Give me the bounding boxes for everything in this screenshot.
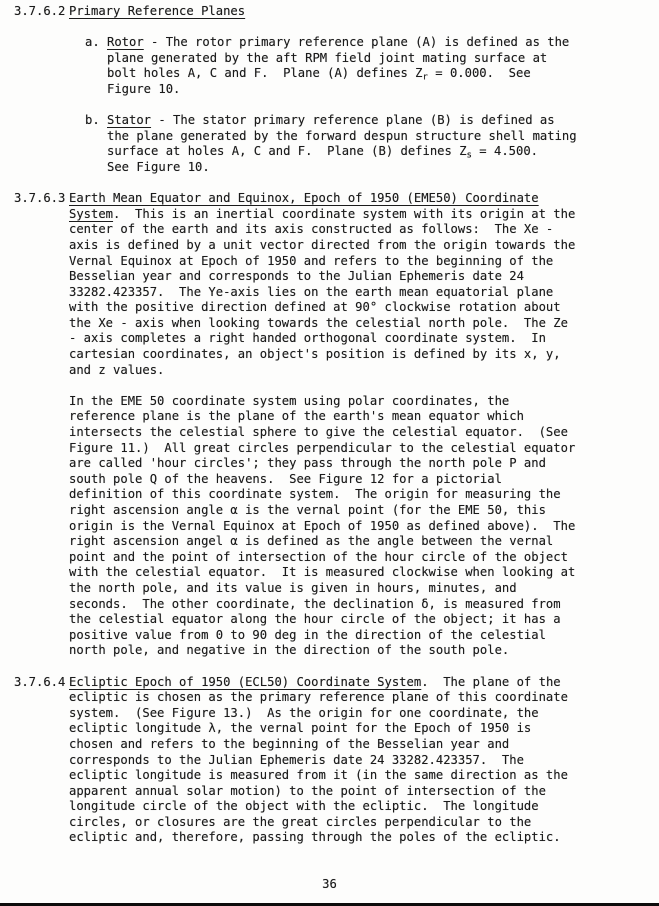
section-3.7.6.2	[14, 4, 659, 176]
paragraph	[69, 191, 659, 378]
list-item-label: a.	[85, 35, 100, 50]
text-line: the north pole, and its value is given in hours, minutes, and	[69, 580, 517, 595]
text-line: Ecliptic Epoch of 1950 (ECL50) Coordinate System. The plane of the	[69, 674, 561, 689]
section-3.7.6.3	[14, 191, 659, 659]
text-line: System. This is an inertial coordinate system with its origin at the	[69, 206, 576, 221]
page-number: 36	[322, 877, 337, 891]
text-line: longitude circle of the object with the ecliptic. The longitude	[69, 799, 539, 814]
text-line: intersects the celestial sphere to give the celestial equator. (See	[69, 425, 568, 440]
text-line: See Figure 10.	[107, 159, 210, 174]
text-line: reference plane is the plane of the earth's mean equator which	[69, 409, 524, 424]
text-line: - axis completes a right handed orthogonal coordinate system. In	[69, 331, 546, 346]
paragraph	[69, 675, 659, 847]
text-line: with the celestial equator. It is measured clockwise when looking at	[69, 565, 576, 580]
text-line: Figure 11.) All great circles perpendicular to the celestial equator	[69, 440, 576, 455]
list-item-label: b.	[85, 113, 100, 128]
section-number: 3.7.6.4	[14, 674, 66, 689]
text-line: In the EME 50 coordinate system using polar coordinates, the	[69, 393, 510, 408]
text-line: ecliptic longitude λ, the vernal point for the Epoch of 1950 is	[69, 721, 532, 736]
text-line: and z values.	[69, 362, 165, 377]
text-line: 33282.423357. The Ye-axis lies on the earth mean equatorial plane	[69, 284, 554, 299]
text-line: south pole Q of the heavens. See Figure 12 for a pictorial	[69, 471, 502, 486]
heading	[69, 4, 659, 20]
text-line: ecliptic and, therefore, passing through the poles of the ecliptic.	[69, 830, 561, 845]
text-line: Besselian year and corresponds to the Julian Ephemeris date 24	[69, 269, 524, 284]
text-line: Earth Mean Equator and Equinox, Epoch of 1950 (EME50) Coordinate	[69, 191, 539, 206]
text-line: origin is the Vernal Equinox at Epoch of 1950 as defined above). The	[69, 518, 576, 533]
text-line: with the positive direction defined at 90° clockwise rotation about	[69, 300, 561, 315]
list-item	[85, 113, 659, 175]
section-number: 3.7.6.2	[14, 4, 66, 18]
text-line: are called 'hour circles'; they pass through the north pole P and	[69, 456, 546, 471]
text-line: plane generated by the aft RPM field joint mating surface at	[107, 50, 548, 65]
text-line: surface at holes A, C and F. Plane (B) defines $Z_s = 4.500$.	[107, 144, 539, 161]
text-line: ecliptic longitude is measured from it (in the same direction as the	[69, 768, 568, 783]
text-line: Stator - The stator primary reference plane (B) is defined as	[107, 113, 555, 128]
text-line: right ascension angle α is the vernal point (for the EME 50, this	[69, 503, 546, 517]
text-line: Primary Reference Planes	[69, 4, 246, 18]
text-line: the Xe - axis when looking towards the celestial north pole. The Ze	[69, 315, 568, 330]
text-line: seconds. The other coordinate, the declination δ, is measured from	[69, 596, 561, 611]
list-item	[85, 35, 659, 97]
list-item-lines	[107, 35, 659, 97]
text-line: bolt holes A, C and F. Plane (A) defines $Z_r = 0.000$. See	[107, 66, 531, 83]
text-line: ecliptic is chosen as the primary reference plane of this coordinate	[69, 690, 568, 705]
text-line: cartesian coordinates, an object's position is defined by its x, y,	[69, 347, 561, 362]
section-number: 3.7.6.3	[14, 191, 66, 206]
text-line: definition of this coordinate system. The origin for measuring the	[69, 487, 561, 502]
paragraph	[69, 394, 659, 659]
text-line: corresponds to the Julian Ephemeris date 24 33282.423357. The	[69, 752, 524, 767]
text-line: the celestial equator along the hour circle of the object; it has a	[69, 612, 561, 627]
text-line: right ascension angel α is defined as the angle between the vernal	[69, 534, 554, 549]
text-line: point and the point of intersection of the hour circle of the object	[69, 549, 568, 564]
text-line: the plane generated by the forward despun structure shell mating	[107, 128, 577, 143]
text-line: chosen and refers to the beginning of the Besselian year and	[69, 736, 510, 751]
text-line: axis is defined by a unit vector directed from the origin towards the	[69, 237, 576, 252]
text-line: center of the earth and its axis constructed as follows: The Xe -	[69, 222, 554, 237]
text-line: Vernal Equinox at Epoch of 1950 and refers to the beginning of the	[69, 253, 554, 268]
text-line: Rotor - The rotor primary reference plane (A) is defined as the	[107, 35, 570, 50]
text-line: north pole, and negative in the direction of the south pole.	[69, 643, 510, 658]
text-line: system. (See Figure 13.) As the origin for one coordinate, the	[69, 705, 539, 720]
list-item-lines	[107, 113, 659, 175]
section-3.7.6.4	[14, 674, 659, 847]
text-line: circles, or closures are the great circles perpendicular to the	[69, 814, 532, 829]
text-line: Figure 10.	[107, 81, 181, 96]
text-line: apparent annual solar motion) to the point of intersection of the	[69, 783, 546, 798]
sections	[14, 4, 659, 862]
text-line: positive value from 0 to 90 deg in the direction of the celestial	[69, 627, 546, 642]
